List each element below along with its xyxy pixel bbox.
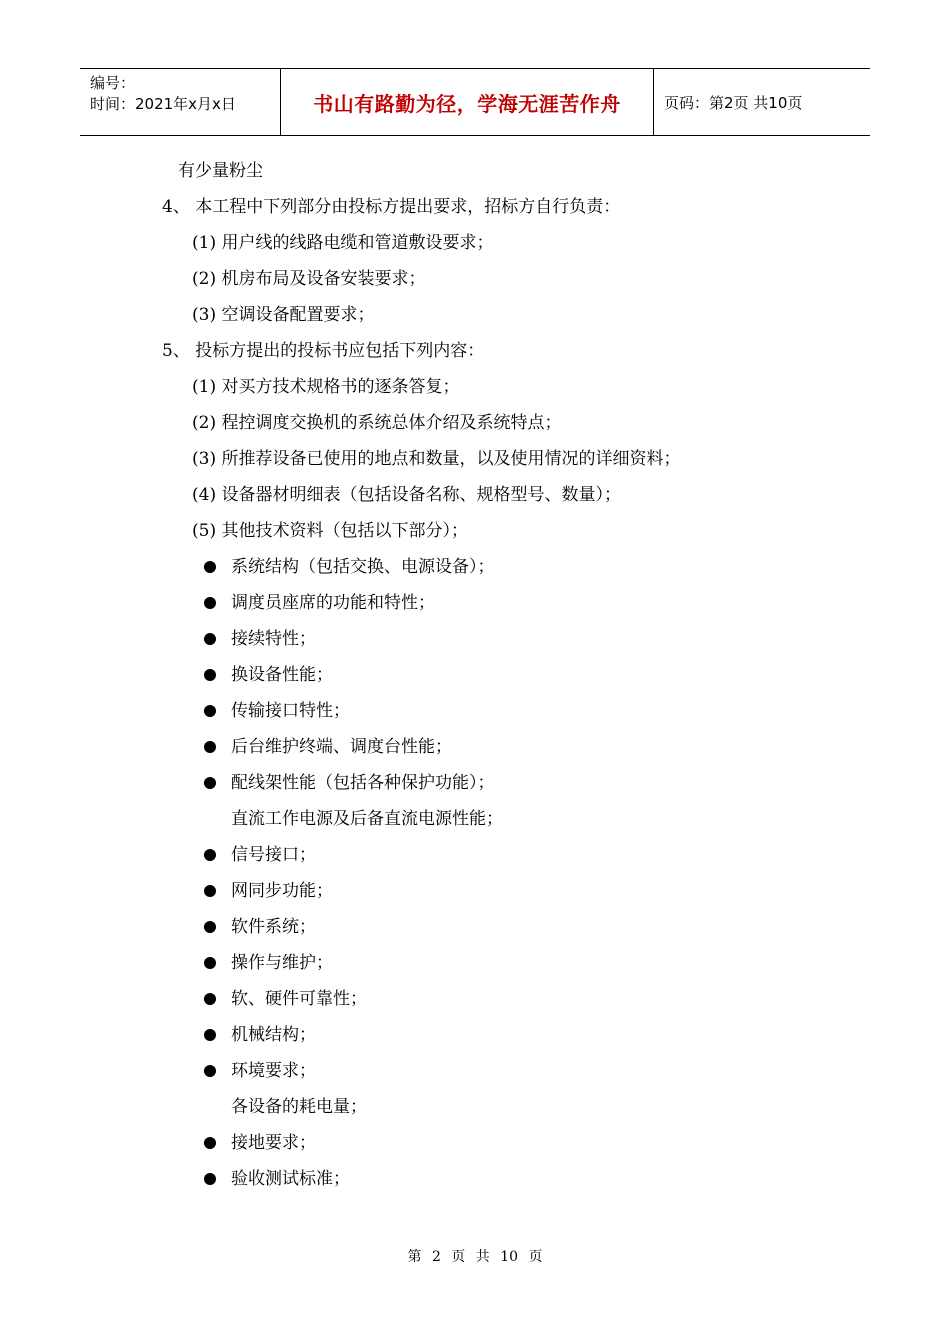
- body-line: 4、 本工程中下列部分由投标方提出要求，招标方自行负责：: [162, 197, 621, 217]
- bullet-dot-icon: [204, 561, 216, 573]
- body-line: (2) 程控调度交换机的系统总体介绍及系统特点；: [192, 413, 562, 433]
- body-line: 换设备性能；: [231, 665, 333, 685]
- body-line: 传输接口特性；: [231, 701, 350, 721]
- bullet-dot-icon: [204, 1173, 216, 1185]
- bullet-dot-icon: [204, 849, 216, 861]
- body-line: 信号接口；: [231, 845, 316, 865]
- body-line: 软件系统；: [231, 917, 316, 937]
- page-header: [80, 68, 870, 136]
- body-line: 5、 投标方提出的投标书应包括下列内容：: [162, 341, 485, 361]
- body-line: (3) 空调设备配置要求；: [192, 305, 375, 325]
- body-line: 操作与维护；: [231, 953, 333, 973]
- body-line: 接地要求；: [231, 1133, 316, 1153]
- header-page-label: 页码：第2页 共10页: [664, 93, 803, 112]
- body-line: (1) 用户线的线路电缆和管道敷设要求；: [192, 233, 494, 253]
- body-line: 验收测试标准；: [231, 1169, 350, 1189]
- bullet-dot-icon: [204, 633, 216, 645]
- bullet-dot-icon: [204, 993, 216, 1005]
- body-line: 直流工作电源及后备直流电源性能；: [231, 809, 503, 829]
- body-line: (4) 设备器材明细表（包括设备名称、规格型号、数量）；: [192, 485, 621, 505]
- body-line: 软、硬件可靠性；: [231, 989, 367, 1009]
- time-label: 时间：2021年x月x日: [90, 95, 236, 113]
- body-line: (2) 机房布局及设备安装要求；: [192, 269, 426, 289]
- bullet-dot-icon: [204, 957, 216, 969]
- bullet-dot-icon: [204, 705, 216, 717]
- body-line: 机械结构；: [231, 1025, 316, 1045]
- body-line: 有少量粉尘: [178, 161, 263, 181]
- bullet-dot-icon: [204, 921, 216, 933]
- body-line: (3) 所推荐设备已使用的地点和数量，以及使用情况的详细资料；: [192, 449, 681, 469]
- body-line: (1) 对买方技术规格书的逐条答复；: [192, 377, 460, 397]
- body-line: 接续特性；: [231, 629, 316, 649]
- bullet-dot-icon: [204, 885, 216, 897]
- bullet-dot-icon: [204, 669, 216, 681]
- body-line: 配线架性能（包括各种保护功能）；: [231, 773, 495, 793]
- body-line: 系统结构（包括交换、电源设备）；: [231, 557, 495, 577]
- header-motto-cell: [281, 69, 654, 135]
- bullet-dot-icon: [204, 597, 216, 609]
- body-line: 环境要求；: [231, 1061, 316, 1081]
- number-label: 编号：: [90, 74, 136, 92]
- header-motto: 书山有路勤为径，学海无涯苦作舟: [313, 91, 621, 116]
- bullet-dot-icon: [204, 777, 216, 789]
- header-meta: [80, 69, 281, 135]
- body-line: (5) 其他技术资料（包括以下部分）；: [192, 521, 468, 541]
- bullet-dot-icon: [204, 1137, 216, 1149]
- header-page-cell: [654, 69, 870, 135]
- bullet-dot-icon: [204, 741, 216, 753]
- bullet-dot-icon: [204, 1065, 216, 1077]
- bullet-dot-icon: [204, 1029, 216, 1041]
- body-line: 后台维护终端、调度台性能；: [231, 737, 452, 757]
- body-line: 调度员座席的功能和特性；: [231, 593, 435, 613]
- body-line: 网同步功能；: [231, 881, 333, 901]
- body-line: 各设备的耗电量；: [231, 1097, 367, 1117]
- page-footer: 第 2 页 共 10 页: [407, 1249, 543, 1265]
